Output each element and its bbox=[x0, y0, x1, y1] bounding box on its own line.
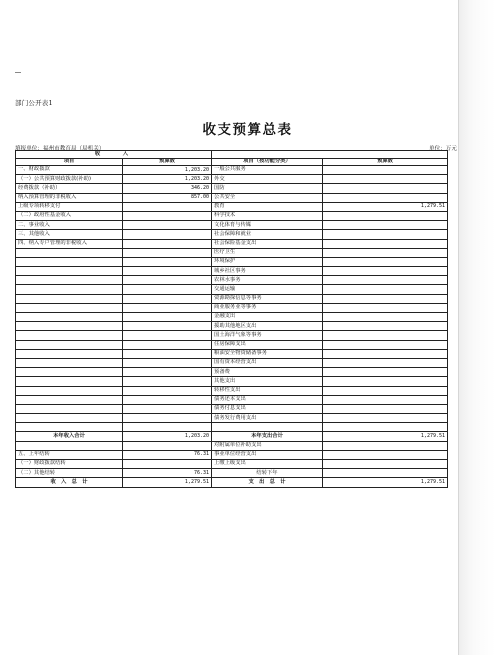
table-row bbox=[16, 441, 448, 450]
table-row bbox=[16, 257, 448, 266]
expense-item: 事业单位经营支出 bbox=[212, 450, 323, 459]
income-total-value: 1,203.20 bbox=[123, 432, 212, 441]
expense-value bbox=[323, 414, 448, 423]
table-row bbox=[16, 303, 448, 312]
income-value bbox=[123, 248, 212, 257]
expense-value bbox=[323, 460, 448, 469]
expense-item: 金融支出 bbox=[212, 313, 323, 322]
table-row bbox=[16, 386, 448, 395]
table-row bbox=[16, 294, 448, 303]
expense-value bbox=[323, 211, 448, 220]
income-value bbox=[123, 211, 212, 220]
expense-item: 外交 bbox=[212, 175, 323, 184]
income-value: 76.31 bbox=[123, 469, 212, 478]
income-value bbox=[123, 368, 212, 377]
expense-item: 文化体育与传媒 bbox=[212, 221, 323, 230]
income-item: 上级专项转移支付 bbox=[16, 202, 123, 211]
income-item: （一）公共预算财政拨款(补助) bbox=[16, 175, 123, 184]
table-row bbox=[16, 404, 448, 413]
table-row bbox=[16, 313, 448, 322]
income-value bbox=[123, 395, 212, 404]
expense-item: 医疗卫生 bbox=[212, 248, 323, 257]
expense-value bbox=[323, 441, 448, 450]
income-item bbox=[16, 303, 123, 312]
expense-item: 公共安全 bbox=[212, 193, 323, 202]
expense-item: 教育 bbox=[212, 202, 323, 211]
expense-item: 住房保障支出 bbox=[212, 340, 323, 349]
grand-income-value: 1,279.51 bbox=[123, 478, 212, 487]
grand-expense-value: 1,279.51 bbox=[323, 478, 448, 487]
income-value bbox=[123, 294, 212, 303]
expense-item: 商业服务业等事务 bbox=[212, 303, 323, 312]
income-value bbox=[123, 276, 212, 285]
page-title: 收支预算总表 bbox=[202, 122, 293, 138]
table-row bbox=[16, 175, 448, 184]
expense-value bbox=[323, 331, 448, 340]
income-item: （一）财政拨款结转 bbox=[16, 460, 123, 469]
expense-value bbox=[323, 230, 448, 239]
table-row bbox=[16, 460, 448, 469]
table-row bbox=[16, 276, 448, 285]
budget-table bbox=[15, 150, 448, 488]
expense-item: 国土海洋气象等事务 bbox=[212, 331, 323, 340]
expense-item-header: 项目（按功能分类） bbox=[212, 158, 323, 166]
expense-group-header bbox=[212, 151, 448, 159]
income-item bbox=[16, 414, 123, 423]
table-row bbox=[16, 285, 448, 294]
income-value bbox=[123, 221, 212, 230]
income-value bbox=[123, 386, 212, 395]
income-item: 三、其他收入 bbox=[16, 230, 123, 239]
expense-value bbox=[323, 377, 448, 386]
table-row bbox=[16, 423, 448, 432]
income-item: （二）政府性基金收入 bbox=[16, 211, 123, 220]
income-item: 二、事业收入 bbox=[16, 221, 123, 230]
expense-value bbox=[323, 276, 448, 285]
expense-value bbox=[323, 267, 448, 276]
expense-item: 环境保护 bbox=[212, 257, 323, 266]
table-row bbox=[16, 340, 448, 349]
income-item bbox=[16, 368, 123, 377]
expense-value bbox=[323, 340, 448, 349]
table-header-group-row bbox=[16, 151, 448, 159]
grand-expense-label: 支 出 总 计 bbox=[212, 478, 323, 487]
expense-value bbox=[323, 248, 448, 257]
expense-item: 交通运输 bbox=[212, 285, 323, 294]
expense-total-value: 1,279.51 bbox=[323, 432, 448, 441]
income-item bbox=[16, 386, 123, 395]
expense-value bbox=[323, 368, 448, 377]
table-row bbox=[16, 395, 448, 404]
expense-item: 一般公共服务 bbox=[212, 166, 323, 175]
document-number: 部门公开表1 bbox=[15, 99, 53, 107]
table-row bbox=[16, 349, 448, 358]
expense-total-label: 本年支出合计 bbox=[212, 432, 323, 441]
next-year-carry-label: 结转下年 bbox=[212, 469, 323, 478]
income-item bbox=[16, 276, 123, 285]
income-item: 四、纳入专户管理的非税收入 bbox=[16, 239, 123, 248]
expense-budget-header: 预算数 bbox=[323, 158, 448, 166]
expense-item: 预备费 bbox=[212, 368, 323, 377]
expense-item: 援助其他地区支出 bbox=[212, 322, 323, 331]
table-row bbox=[16, 221, 448, 230]
expense-value bbox=[323, 395, 448, 404]
table-row bbox=[16, 239, 448, 248]
reporting-unit: 填报单位：福州市教育局（局机关） bbox=[15, 146, 105, 152]
income-value bbox=[123, 239, 212, 248]
income-item: （二）其他结转 bbox=[16, 469, 123, 478]
expense-item: 上缴上级支出 bbox=[212, 460, 323, 469]
expense-value bbox=[323, 257, 448, 266]
expense-item: 粮油安全物资储备事务 bbox=[212, 349, 323, 358]
expense-value: 1,279.51 bbox=[323, 202, 448, 211]
expense-item: 资源勘探信息等事务 bbox=[212, 294, 323, 303]
income-value: 1,203.20 bbox=[123, 166, 212, 175]
expense-item bbox=[212, 423, 323, 432]
scan-mark bbox=[15, 72, 21, 73]
income-total-label: 本年收入合计 bbox=[16, 432, 123, 441]
income-value bbox=[123, 313, 212, 322]
income-item bbox=[16, 395, 123, 404]
income-item bbox=[16, 285, 123, 294]
income-item bbox=[16, 441, 123, 450]
income-value bbox=[123, 303, 212, 312]
income-item bbox=[16, 404, 123, 413]
income-value bbox=[123, 441, 212, 450]
expense-item: 其他支出 bbox=[212, 377, 323, 386]
income-item-header: 项目 bbox=[16, 158, 123, 166]
income-item: 经费拨款（补助） bbox=[16, 184, 123, 193]
income-group-header: 收 入 bbox=[16, 151, 212, 159]
expense-value bbox=[323, 303, 448, 312]
expense-value bbox=[323, 166, 448, 175]
table-row bbox=[16, 248, 448, 257]
page-shadow bbox=[459, 0, 495, 655]
expense-item: 社会保险基金支出 bbox=[212, 239, 323, 248]
expense-value bbox=[323, 285, 448, 294]
expense-value bbox=[323, 349, 448, 358]
income-value bbox=[123, 414, 212, 423]
expense-item: 债务发行费用支出 bbox=[212, 414, 323, 423]
table-row bbox=[16, 202, 448, 211]
table-row bbox=[16, 469, 448, 478]
income-value bbox=[123, 267, 212, 276]
income-value bbox=[123, 340, 212, 349]
table-row bbox=[16, 414, 448, 423]
expense-value bbox=[323, 469, 448, 478]
income-item bbox=[16, 313, 123, 322]
income-item: 纳入预算管理的非税收入 bbox=[16, 193, 123, 202]
income-value bbox=[123, 423, 212, 432]
income-item bbox=[16, 267, 123, 276]
income-value bbox=[123, 377, 212, 386]
income-item bbox=[16, 358, 123, 367]
income-value: 857.00 bbox=[123, 193, 212, 202]
expense-item: 社会保障和就业 bbox=[212, 230, 323, 239]
expense-value bbox=[323, 294, 448, 303]
expense-value bbox=[323, 313, 448, 322]
expense-value bbox=[323, 423, 448, 432]
income-value bbox=[123, 404, 212, 413]
expense-value bbox=[323, 221, 448, 230]
income-item bbox=[16, 423, 123, 432]
expense-value bbox=[323, 322, 448, 331]
income-item: 五、上年结转 bbox=[16, 450, 123, 459]
income-value bbox=[123, 349, 212, 358]
expense-item: 城乡社区事务 bbox=[212, 267, 323, 276]
table-row bbox=[16, 193, 448, 202]
table-row bbox=[16, 184, 448, 193]
expense-item: 农林水事务 bbox=[212, 276, 323, 285]
income-item bbox=[16, 340, 123, 349]
expense-value bbox=[323, 386, 448, 395]
income-value bbox=[123, 331, 212, 340]
income-value: 76.31 bbox=[123, 450, 212, 459]
table-row bbox=[16, 377, 448, 386]
expense-item: 国有资本经营支出 bbox=[212, 358, 323, 367]
income-item bbox=[16, 349, 123, 358]
income-item bbox=[16, 322, 123, 331]
income-item bbox=[16, 331, 123, 340]
table-row bbox=[16, 267, 448, 276]
table-row bbox=[16, 322, 448, 331]
table-row bbox=[16, 331, 448, 340]
income-item bbox=[16, 248, 123, 257]
income-value bbox=[123, 230, 212, 239]
income-value: 1,203.20 bbox=[123, 175, 212, 184]
expense-item: 转移性支出 bbox=[212, 386, 323, 395]
income-item bbox=[16, 257, 123, 266]
expense-value bbox=[323, 239, 448, 248]
expense-value bbox=[323, 358, 448, 367]
income-value bbox=[123, 257, 212, 266]
grand-income-label: 收 入 总 计 bbox=[16, 478, 123, 487]
table-row bbox=[16, 166, 448, 175]
expense-item: 对附属单位补助支出 bbox=[212, 441, 323, 450]
expense-value bbox=[323, 404, 448, 413]
table-row bbox=[16, 211, 448, 220]
currency-unit: 单位：万元 bbox=[429, 146, 457, 152]
expense-value bbox=[323, 175, 448, 184]
expense-item: 债务还本支出 bbox=[212, 395, 323, 404]
table-row bbox=[16, 368, 448, 377]
income-value bbox=[123, 285, 212, 294]
income-value bbox=[123, 322, 212, 331]
expense-item: 债务付息支出 bbox=[212, 404, 323, 413]
income-value bbox=[123, 460, 212, 469]
income-item bbox=[16, 294, 123, 303]
income-budget-header: 预算数 bbox=[123, 158, 212, 166]
expense-value bbox=[323, 450, 448, 459]
annual-total-row bbox=[16, 432, 448, 441]
income-item: 一、财政拨款 bbox=[16, 166, 123, 175]
table-header-row bbox=[16, 158, 448, 166]
income-value bbox=[123, 202, 212, 211]
expense-value bbox=[323, 184, 448, 193]
income-item bbox=[16, 377, 123, 386]
income-value bbox=[123, 358, 212, 367]
expense-item: 国防 bbox=[212, 184, 323, 193]
expense-value bbox=[323, 193, 448, 202]
table-row bbox=[16, 230, 448, 239]
grand-total-row bbox=[16, 478, 448, 487]
table-row bbox=[16, 450, 448, 459]
expense-item: 科学技术 bbox=[212, 211, 323, 220]
table-row bbox=[16, 358, 448, 367]
income-value: 346.20 bbox=[123, 184, 212, 193]
